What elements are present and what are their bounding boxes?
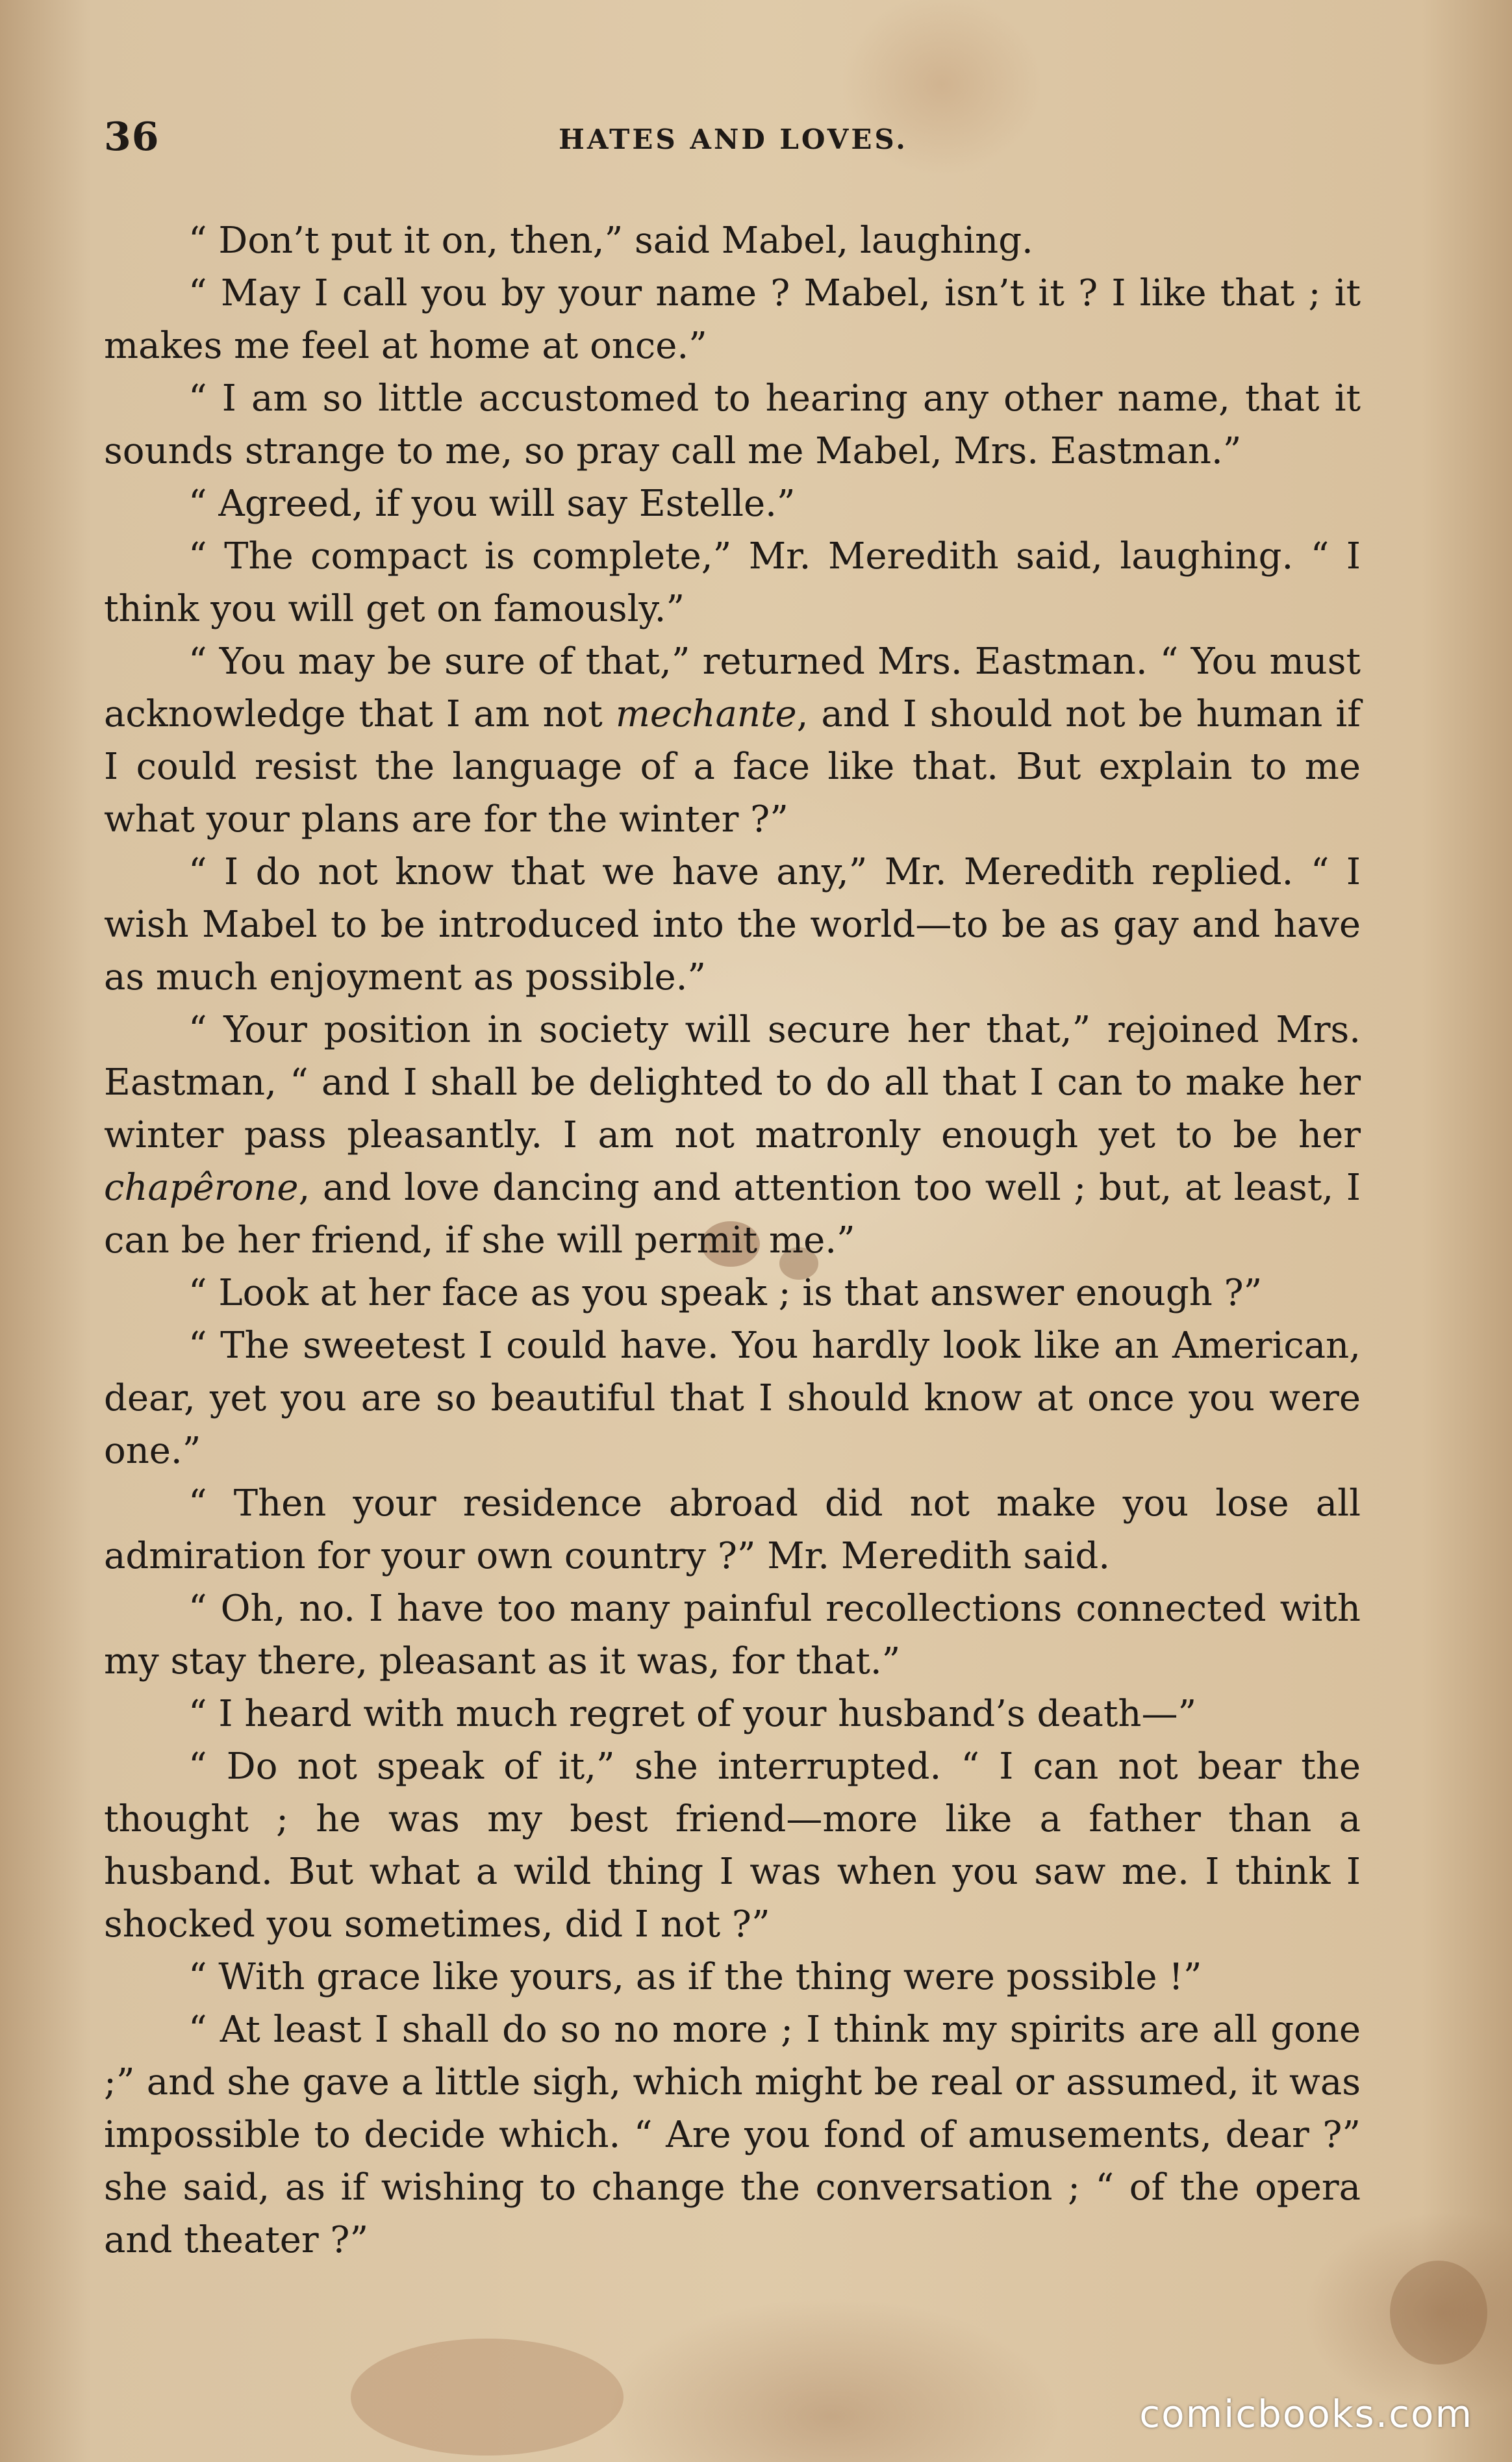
paragraph: “ The compact is complete,” Mr. Meredith said, laughing. “ I think you will get on famously.”: [104, 535, 1361, 630]
paragraph: “ Your position in society will secure her that,” rejoined Mrs. Eastman, “ and I shall be delighted to do all that I can to make her winter pass pleasantly. I am not matronly enough yet to be her chapêrone, and love dancing and attention too well ; but, at least, I can be her friend, if she will permit me.”: [104, 1009, 1361, 1262]
paragraph: “ Look at her face as you speak ; is that answer enough ?”: [188, 1272, 1263, 1314]
italic-word: chapêrone: [104, 1167, 299, 1209]
paragraph: “ Oh, no. I have too many painful recollections connected with my stay there, pleasant as it was, for that.”: [104, 1588, 1361, 1682]
running-title: HATES AND LOVES.: [559, 123, 908, 155]
paragraph: “ At least I shall do so no more ; I think my spirits are all gone ;” and she gave a little sigh, which might be real or assumed, it was impossible to decide which. “ Are you fond of amusements, dear ?” she said, as if wishing to change the conversation ; “ of the opera and theater ?”: [104, 2009, 1361, 2261]
paragraph: “ I do not know that we have any,” Mr. Meredith replied. “ I wish Mabel to be introduced into the world—to be as gay and have as much enjoyment as possible.”: [104, 851, 1361, 998]
watermark-text: comicbooks.com: [1139, 2392, 1473, 2436]
paragraph: “ The sweetest I could have. You hardly look like an American, dear, yet you are so beautiful that I should know at once you were one.”: [104, 1325, 1361, 1472]
paragraph: “ With grace like yours, as if the thing were possible !”: [188, 1956, 1202, 1998]
paragraph: “ Then your residence abroad did not make you lose all admiration for your own country ?” Mr. Meredith said.: [104, 1482, 1361, 1577]
paragraph: “ Don’t put it on, then,” said Mabel, laughing.: [188, 220, 1033, 262]
stain-spot: [351, 2339, 624, 2456]
paragraph: “ Do not speak of it,” she interrupted. “ I can not bear the thought ; he was my best friend—more like a father than a husband. But what a wild thing I was when you saw me. I think I shocked you sometimes, did I not ?”: [104, 1745, 1361, 1946]
paragraph: “ I am so little accustomed to hearing any other name, that it sounds strange to me, so pray call me Mabel, Mrs. Eastman.”: [104, 377, 1361, 472]
italic-word: mechante: [615, 693, 797, 735]
paragraph: “ I heard with much regret of your husband’s death—”: [188, 1693, 1197, 1735]
stain-spot: [1390, 2261, 1487, 2365]
page-number: 36: [104, 114, 160, 160]
body-text: [104, 214, 1361, 2266]
paragraph: “ May I call you by your name ? Mabel, isn’t it ? I like that ; it makes me feel at home at once.”: [104, 272, 1361, 367]
paragraph: “ Agreed, if you will say Estelle.”: [188, 483, 796, 525]
page-header: [104, 114, 1363, 166]
paragraph: “ You may be sure of that,” returned Mrs. Eastman. “ You must acknowledge that I am not mechante, and I should not be human if I could resist the language of a face like that. But explain to me what your plans are for the winter ?”: [104, 641, 1361, 841]
